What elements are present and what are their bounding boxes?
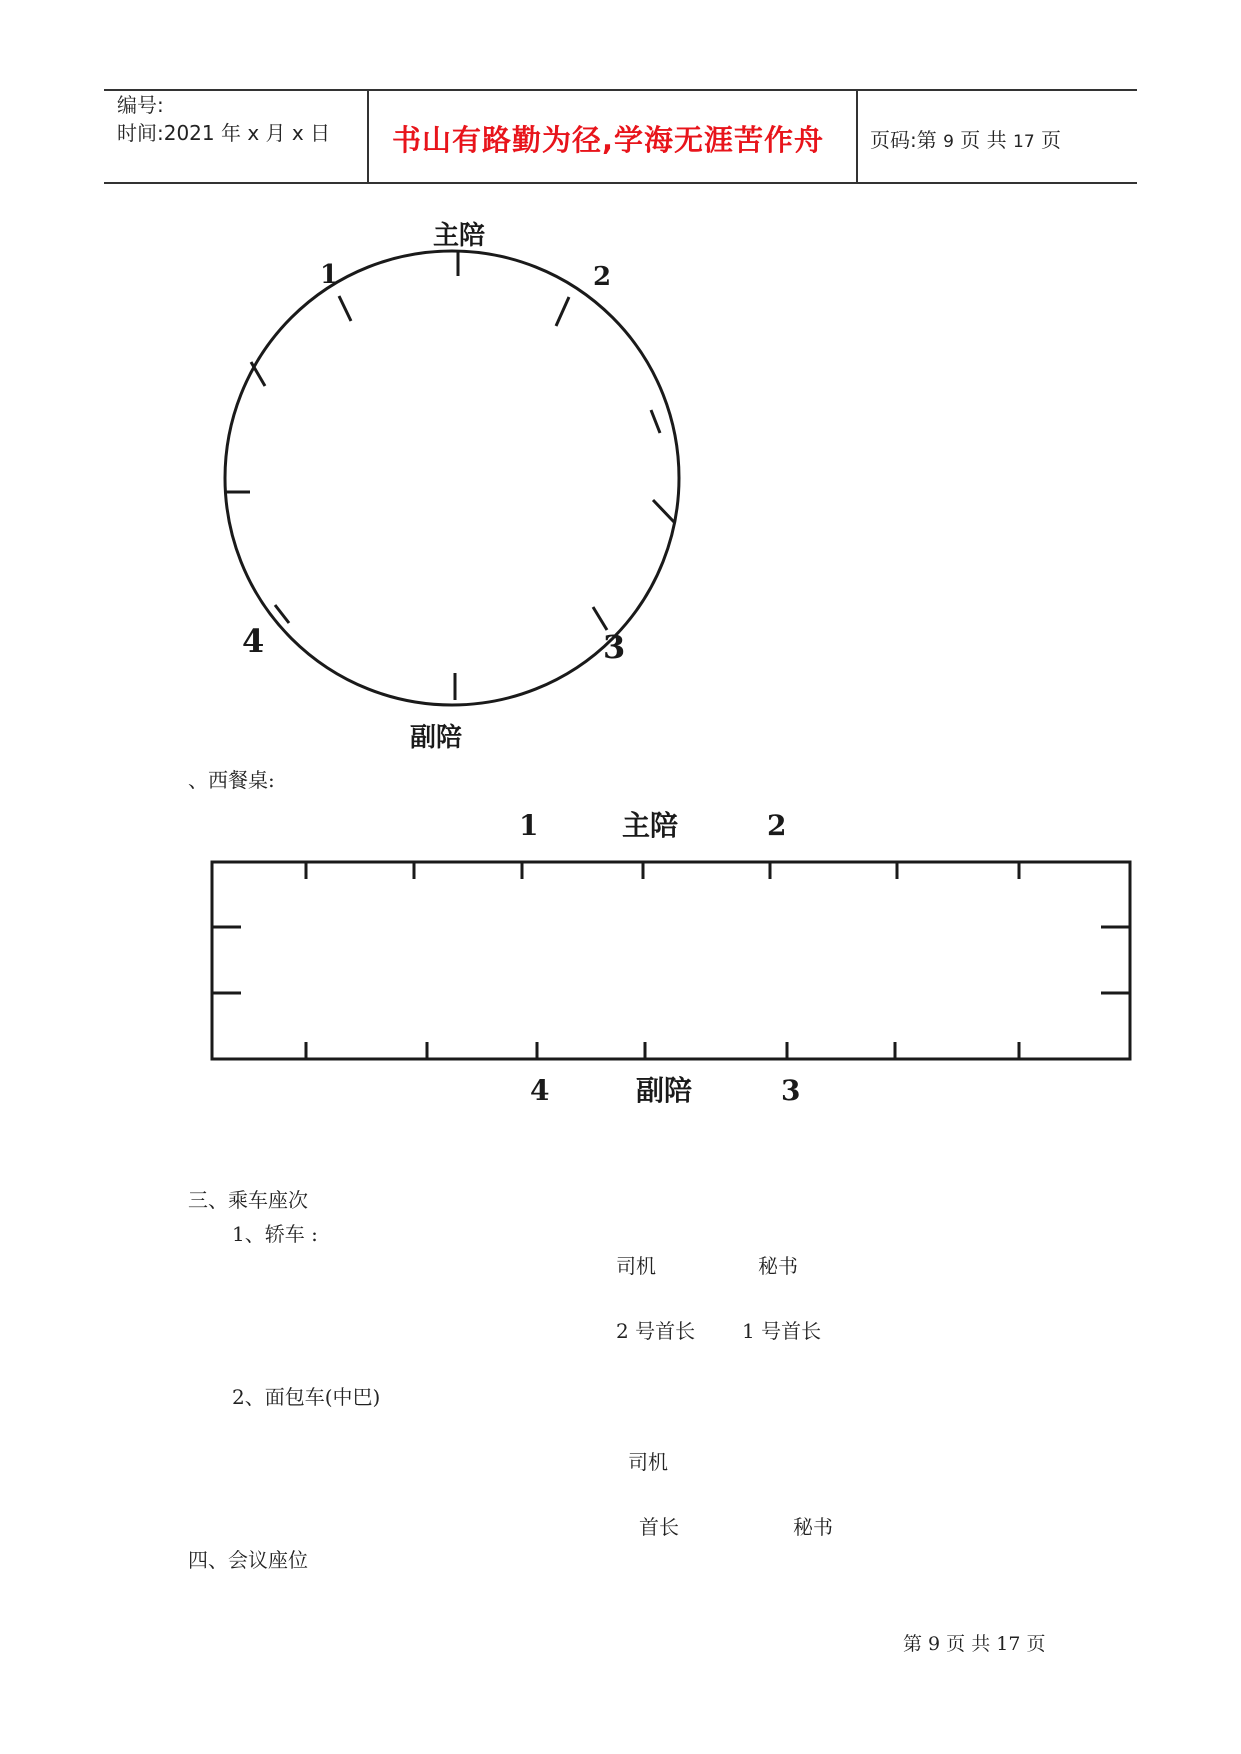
- seat-mark-right-upper: [651, 410, 660, 433]
- western-seat-3-label: 3: [781, 1074, 801, 1107]
- seat-mark-bottom-right: [593, 607, 607, 630]
- western-table-seat-marks: [212, 862, 1130, 1059]
- header-number-label: 编号:: [117, 93, 164, 117]
- western-seat-2-label: 2: [767, 809, 787, 842]
- van-chief: 首长: [639, 1515, 679, 1539]
- footer-page-number: 第 9 页 共 17 页: [903, 1633, 1046, 1655]
- seat-mark-top-right: [556, 297, 569, 326]
- round-seat-2-label: 2: [593, 262, 612, 292]
- western-top-label: 主陪: [622, 809, 679, 842]
- sedan-heading: 1、轿车 :: [232, 1222, 318, 1246]
- header-motto: 书山有路勤为径,学海无涯苦作舟: [392, 123, 825, 157]
- round-bottom-label: 副陪: [410, 723, 463, 753]
- section4-heading: 四、会议座位: [188, 1548, 308, 1572]
- western-seat-1-label: 1: [519, 809, 539, 842]
- western-table-rect: [212, 862, 1130, 1059]
- sedan-chief-1: 1 号首长: [742, 1319, 822, 1343]
- seat-mark-top-left: [339, 296, 351, 321]
- western-table-heading: 、西餐桌:: [188, 768, 275, 792]
- round-seat-3-label: 3: [603, 628, 626, 666]
- western-table-diagram: [0, 790, 1241, 1120]
- van-driver: 司机: [628, 1450, 668, 1474]
- seat-mark-bottom-left: [275, 605, 289, 623]
- page-suffix: 页: [1041, 128, 1062, 152]
- page-mid: 页 共: [960, 128, 1007, 152]
- header-time-label: 时间:2021 年 x 月 x 日: [117, 121, 331, 145]
- western-seat-4-label: 4: [530, 1074, 550, 1107]
- round-seat-4-label: 4: [242, 622, 265, 660]
- western-bottom-label: 副陪: [636, 1074, 693, 1107]
- round-table-diagram: [0, 0, 1241, 780]
- van-heading: 2、面包车(中巴): [232, 1385, 381, 1409]
- van-secretary: 秘书: [793, 1515, 833, 1539]
- seat-mark-right: [653, 500, 674, 522]
- page-current: 9: [943, 132, 954, 152]
- page-prefix: 页码:第: [870, 128, 937, 152]
- page-total: 17: [1013, 132, 1035, 152]
- seat-mark-left-upper: [251, 362, 265, 386]
- round-seat-1-label: 1: [320, 260, 339, 290]
- round-top-label: 主陪: [433, 221, 486, 251]
- section3-heading: 三、乘车座次: [188, 1188, 308, 1212]
- sedan-driver: 司机: [616, 1254, 656, 1278]
- sedan-secretary: 秘书: [758, 1254, 798, 1278]
- sedan-chief-2: 2 号首长: [616, 1319, 696, 1343]
